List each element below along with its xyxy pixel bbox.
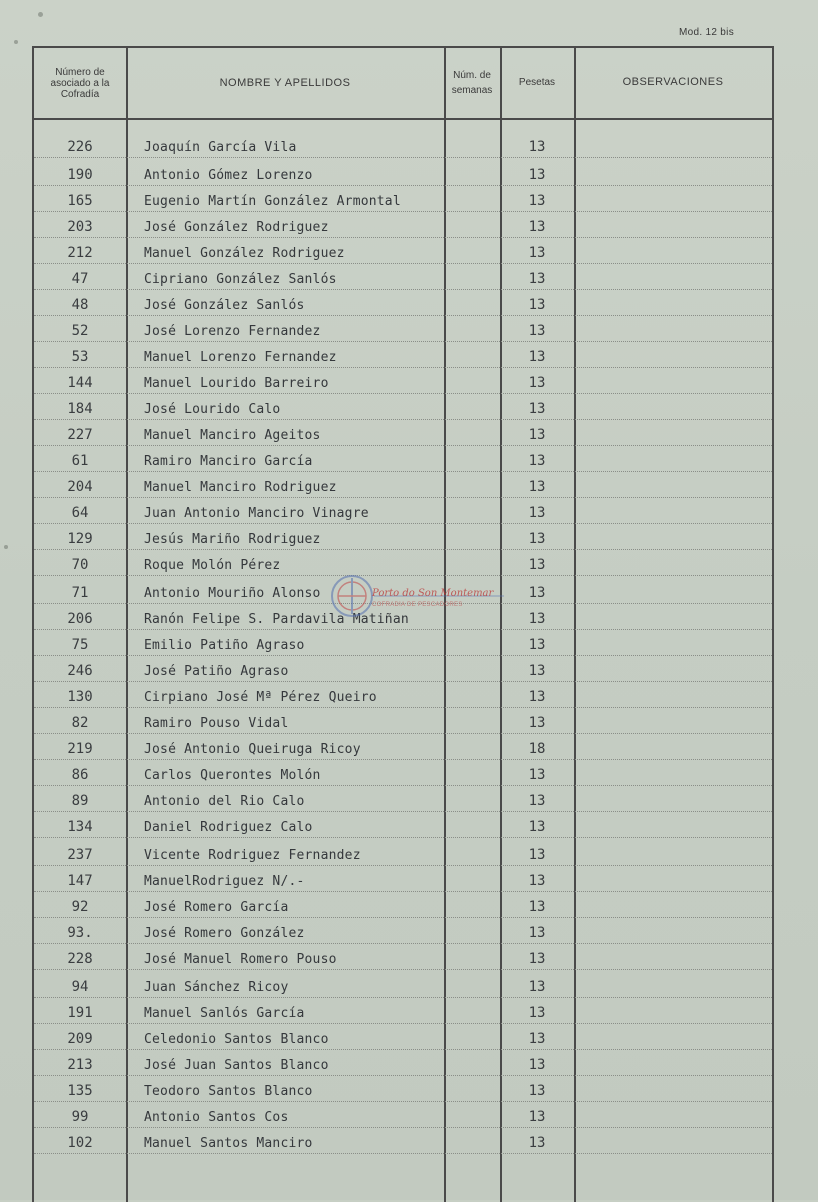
member-number: 191 <box>67 1005 93 1021</box>
punch-hole-mark <box>14 40 18 44</box>
member-name: Manuel Sanlós García <box>144 1006 305 1021</box>
table-row <box>34 682 772 708</box>
pesetas-amount: 13 <box>528 453 546 469</box>
member-name: Manuel González Rodriguez <box>144 246 345 261</box>
pesetas-amount: 13 <box>528 1005 546 1021</box>
pesetas-amount: 13 <box>528 505 546 521</box>
table-row <box>34 238 772 264</box>
member-number: 75 <box>71 637 89 653</box>
table-row <box>34 1128 772 1154</box>
member-number: 226 <box>67 139 93 155</box>
pesetas-amount: 13 <box>528 1109 546 1125</box>
member-number: 165 <box>67 193 93 209</box>
member-name: Teodoro Santos Blanco <box>144 1084 313 1099</box>
header-pesetas: Pesetas <box>518 77 556 88</box>
pesetas-amount: 13 <box>528 297 546 313</box>
member-number: 135 <box>67 1083 93 1099</box>
member-number: 190 <box>67 167 93 183</box>
member-name: Manuel Santos Manciro <box>144 1136 313 1151</box>
member-name: Emilio Patiño Agraso <box>144 638 305 653</box>
table-row <box>34 840 772 866</box>
member-number: 82 <box>71 715 89 731</box>
table-row <box>34 1050 772 1076</box>
table-row <box>34 498 772 524</box>
table-row <box>34 630 772 656</box>
member-number: 228 <box>67 951 93 967</box>
pesetas-amount: 13 <box>528 349 546 365</box>
member-number: 71 <box>71 585 89 601</box>
member-name: José Lourido Calo <box>144 402 281 417</box>
member-name: Antonio del Rio Calo <box>144 794 305 809</box>
member-number: 212 <box>67 245 93 261</box>
pesetas-amount: 13 <box>528 819 546 835</box>
member-name: Juan Antonio Manciro Vinagre <box>144 506 369 521</box>
member-name: Roque Molón Pérez <box>144 558 281 573</box>
pesetas-amount: 13 <box>528 531 546 547</box>
form-code: Mod. 12 bis <box>679 27 734 38</box>
member-name: Cipriano González Sanlós <box>144 272 337 287</box>
member-number: 47 <box>71 271 89 287</box>
member-number: 184 <box>67 401 93 417</box>
pesetas-amount: 13 <box>528 585 546 601</box>
seal-text: Porto do Son Montemar <box>372 588 494 599</box>
table-row <box>34 708 772 734</box>
table-row <box>34 342 772 368</box>
pesetas-amount: 13 <box>528 715 546 731</box>
pesetas-amount: 13 <box>528 951 546 967</box>
row-rule <box>34 969 772 970</box>
table-row <box>34 132 772 158</box>
member-name: José Romero García <box>144 900 289 915</box>
member-name: Carlos Querontes Molón <box>144 768 321 783</box>
member-name: Vicente Rodriguez Fernandez <box>144 848 361 863</box>
table-row <box>34 918 772 944</box>
member-name: José González Sanlós <box>144 298 305 313</box>
pesetas-amount: 13 <box>528 899 546 915</box>
member-name: José Juan Santos Blanco <box>144 1058 329 1073</box>
member-name: José Antonio Queiruga Ricoy <box>144 742 361 757</box>
member-number: 144 <box>67 375 93 391</box>
member-number: 227 <box>67 427 93 443</box>
member-number: 206 <box>67 611 93 627</box>
table-row <box>34 998 772 1024</box>
table-row <box>34 812 772 838</box>
header-number: Número de asociado a la Cofradía <box>50 66 110 100</box>
member-number: 93. <box>67 925 93 941</box>
pesetas-amount: 13 <box>528 271 546 287</box>
pesetas-amount: 13 <box>528 1031 546 1047</box>
table-row <box>34 1076 772 1102</box>
table-row <box>34 394 772 420</box>
member-number: 130 <box>67 689 93 705</box>
member-name: Manuel Manciro Rodriguez <box>144 480 337 495</box>
member-name: Manuel Manciro Ageitos <box>144 428 321 443</box>
member-name: Manuel Lorenzo Fernandez <box>144 350 337 365</box>
member-number: 213 <box>67 1057 93 1073</box>
member-number: 129 <box>67 531 93 547</box>
table-row <box>34 760 772 786</box>
pesetas-amount: 13 <box>528 847 546 863</box>
pesetas-amount: 13 <box>528 479 546 495</box>
member-name: José González Rodriguez <box>144 220 329 235</box>
pesetas-amount: 13 <box>528 1057 546 1073</box>
table-row <box>34 264 772 290</box>
pesetas-amount: 13 <box>528 139 546 155</box>
member-number: 92 <box>71 899 89 915</box>
member-number: 64 <box>71 505 89 521</box>
member-number: 237 <box>67 847 93 863</box>
member-name: Antonio Mouriño Alonso <box>144 586 321 601</box>
member-number: 204 <box>67 479 93 495</box>
table-row <box>34 160 772 186</box>
member-name: ManuelRodriguez N/.- <box>144 874 305 889</box>
table-row <box>34 472 772 498</box>
member-number: 86 <box>71 767 89 783</box>
pesetas-amount: 13 <box>528 637 546 653</box>
pesetas-amount: 13 <box>528 873 546 889</box>
member-name: Cirpiano José Mª Pérez Queiro <box>144 690 377 705</box>
table-row <box>34 368 772 394</box>
seal-subtext: COFRADÍA DE PESCADORES <box>372 602 463 608</box>
punch-hole-mark <box>38 12 43 17</box>
punch-hole-mark <box>4 545 8 549</box>
pesetas-amount: 13 <box>528 611 546 627</box>
member-name: Manuel Lourido Barreiro <box>144 376 329 391</box>
pesetas-amount: 18 <box>528 741 546 757</box>
pesetas-amount: 13 <box>528 323 546 339</box>
member-number: 246 <box>67 663 93 679</box>
pesetas-amount: 13 <box>528 1083 546 1099</box>
header-name: NOMBRE Y APELLIDOS <box>219 77 351 89</box>
pesetas-amount: 13 <box>528 219 546 235</box>
table-row <box>34 212 772 238</box>
pesetas-amount: 13 <box>528 1135 546 1151</box>
pesetas-amount: 13 <box>528 557 546 573</box>
member-name: Antonio Santos Cos <box>144 1110 289 1125</box>
table-row <box>34 656 772 682</box>
table-row <box>34 944 772 970</box>
member-name: Ramiro Manciro García <box>144 454 313 469</box>
member-number: 203 <box>67 219 93 235</box>
pesetas-amount: 13 <box>528 401 546 417</box>
pesetas-amount: 13 <box>528 663 546 679</box>
table-row <box>34 420 772 446</box>
table-row <box>34 734 772 760</box>
pesetas-amount: 13 <box>528 427 546 443</box>
member-number: 94 <box>71 979 89 995</box>
member-number: 134 <box>67 819 93 835</box>
table-row <box>34 786 772 812</box>
pesetas-amount: 13 <box>528 167 546 183</box>
member-number: 48 <box>71 297 89 313</box>
member-name: Jesús Mariño Rodriguez <box>144 532 321 547</box>
pesetas-amount: 13 <box>528 689 546 705</box>
member-number: 53 <box>71 349 89 365</box>
member-name: José Lorenzo Fernandez <box>144 324 321 339</box>
member-name: Antonio Gómez Lorenzo <box>144 168 313 183</box>
member-number: 52 <box>71 323 89 339</box>
member-number: 219 <box>67 741 93 757</box>
pesetas-amount: 13 <box>528 793 546 809</box>
member-number: 70 <box>71 557 89 573</box>
pesetas-amount: 13 <box>528 925 546 941</box>
member-number: 89 <box>71 793 89 809</box>
member-number: 102 <box>67 1135 93 1151</box>
pesetas-amount: 13 <box>528 767 546 783</box>
table-row <box>34 446 772 472</box>
header-observations: OBSERVACIONES <box>622 76 724 88</box>
table-row <box>34 892 772 918</box>
row-rule <box>34 157 772 158</box>
pesetas-amount: 13 <box>528 245 546 261</box>
table-header <box>34 48 772 120</box>
member-name: José Romero González <box>144 926 305 941</box>
member-name: José Manuel Romero Pouso <box>144 952 337 967</box>
member-name: Celedonio Santos Blanco <box>144 1032 329 1047</box>
table-row <box>34 290 772 316</box>
table-row <box>34 866 772 892</box>
member-name: Ramiro Pouso Vidal <box>144 716 289 731</box>
table-row <box>34 972 772 998</box>
pesetas-amount: 13 <box>528 979 546 995</box>
table-row <box>34 524 772 550</box>
member-name: José Patiño Agraso <box>144 664 289 679</box>
table-row <box>34 316 772 342</box>
member-number: 99 <box>71 1109 89 1125</box>
member-name: Juan Sánchez Ricoy <box>144 980 289 995</box>
table-row <box>34 186 772 212</box>
member-number: 147 <box>67 873 93 889</box>
pesetas-amount: 13 <box>528 193 546 209</box>
row-rule <box>34 837 772 838</box>
member-number: 209 <box>67 1031 93 1047</box>
member-name: Ranón Felipe S. Pardavila Matiñan <box>144 612 409 627</box>
row-rule <box>34 1153 772 1154</box>
member-number: 61 <box>71 453 89 469</box>
header-weeks: Núm. de semanas <box>451 70 493 96</box>
table-row <box>34 1024 772 1050</box>
member-name: Daniel Rodriguez Calo <box>144 820 313 835</box>
pesetas-amount: 13 <box>528 375 546 391</box>
table-row <box>34 1102 772 1128</box>
member-name: Eugenio Martín González Armontal <box>144 194 401 209</box>
member-name: Joaquín García Vila <box>144 140 297 155</box>
